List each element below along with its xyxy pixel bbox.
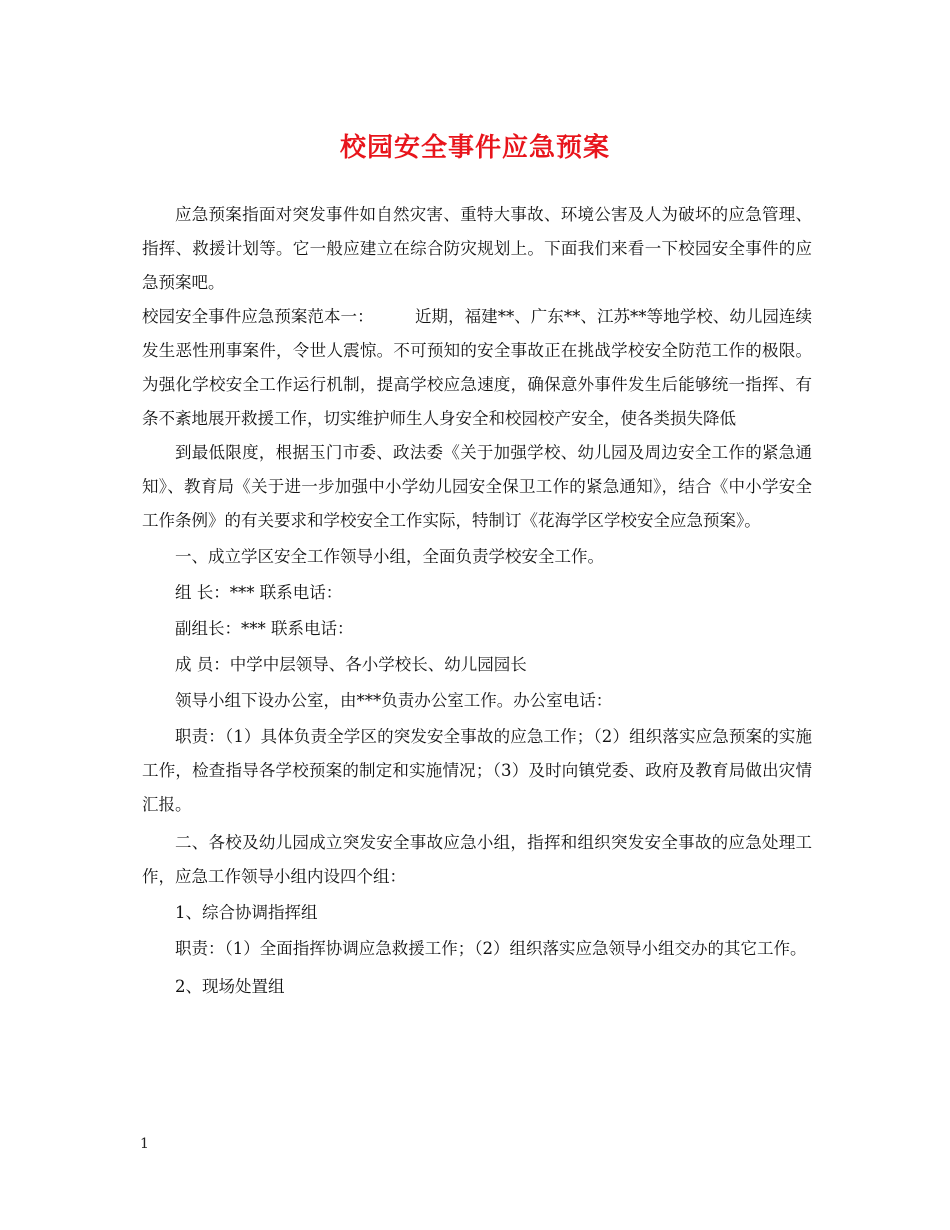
page-number: 1 (140, 1136, 149, 1152)
paragraph: 副组长：*** 联系电话： (175, 619, 354, 638)
document-body (142, 198, 812, 1004)
paragraph: 一、成立学区安全工作领导小组，全面负责学校安全工作。 (175, 547, 604, 566)
paragraph: 校园安全事件应急预案范本一： 近期，福建**、广东**、江苏**等地学校、幼儿园连续发生恶性刑事案件，令世人震惊。不可预知的安全事故正在挑战学校安全防范工作的极限。为强化学校安全工作运行机制，提高学校应急速度，确保意外事件发生后能够统一指挥、有条不紊地展开救援工作，切实维护师生人身安全和校园校产安全，使各类损失降低 (142, 307, 812, 428)
paragraph: 职责：（1）全面指挥协调应急救援工作；（2）组织落实应急领导小组交办的其它工作。 (175, 939, 807, 958)
paragraph: 1、综合协调指挥组 (175, 903, 318, 922)
paragraph: 应急预案指面对突发事件如自然灾害、重特大事故、环境公害及人为破坏的应急管理、指挥、救援计划等。它一般应建立在综合防灾规划上。下面我们来看一下校园安全事件的应急预案吧。 (142, 205, 812, 292)
paragraph: 职责：（1）具体负责全学区的突发安全事故的应急工作；（2）组织落实应急预案的实施工作，检查指导各学校预案的制定和实施情况；（3）及时向镇党委、政府及教育局做出灾情汇报。 (142, 727, 812, 814)
paragraph: 到最低限度，根据玉门市委、政法委《关于加强学校、幼儿园及周边安全工作的紧急通知》、教育局《关于进一步加强中小学幼儿园安全保卫工作的紧急通知》，结合《中小学安全工作条例》的有关要求和学校安全工作实际，特制订《花海学区学校安全应急预案》。 (142, 443, 812, 530)
paragraph: 组 长：*** 联系电话： (175, 583, 343, 602)
document-title: 校园安全事件应急预案 (339, 133, 610, 163)
paragraph: 成 员：中学中层领导、各小学校长、幼儿园园长 (175, 655, 527, 674)
paragraph: 领导小组下设办公室，由***负责办公室工作。办公室电话： (175, 691, 613, 710)
paragraph: 2、现场处置组 (175, 977, 285, 996)
paragraph: 二、各校及幼儿园成立突发安全事故应急小组，指挥和组织突发安全事故的应急处理工作，应急工作领导小组内设四个组： (142, 833, 812, 886)
